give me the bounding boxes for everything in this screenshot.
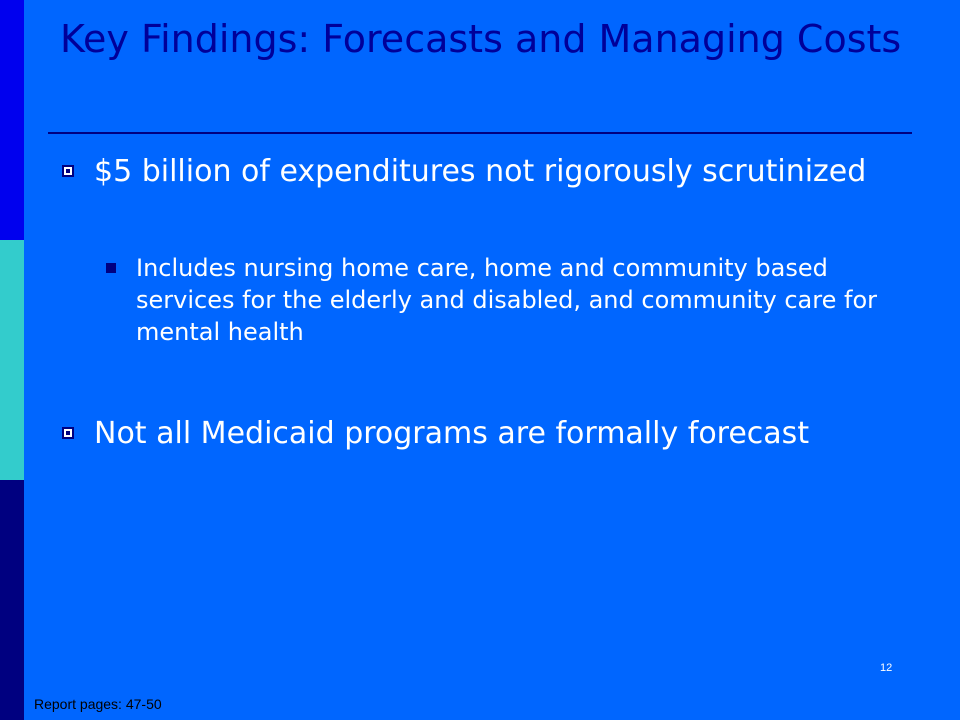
sub-bullet-item [106,252,886,348]
bullet-item [62,152,882,192]
report-pages-note: Report pages: 47-50 [34,696,162,712]
slide-number: 12 [880,662,893,674]
title-divider [48,132,912,134]
sidebar-block-top [0,0,24,240]
sidebar-block-bottom [0,480,24,720]
slide-title: Key Findings: Forecasts and Managing Costs [60,17,902,61]
hollow-square-bullet-icon [62,427,74,439]
bullet-item [62,414,882,454]
filled-square-bullet-icon [106,263,116,273]
bullet-text: $5 billion of expenditures not rigorously scrutinized [94,154,867,189]
hollow-square-bullet-icon [62,165,74,177]
sidebar-decoration [0,0,24,720]
bullet-text: Not all Medicaid programs are formally forecast [94,416,810,451]
sub-bullet-text: Includes nursing home care, home and community based services for the elderly and disabled, and community care for mental health [136,254,877,346]
sidebar-block-middle [0,240,24,480]
